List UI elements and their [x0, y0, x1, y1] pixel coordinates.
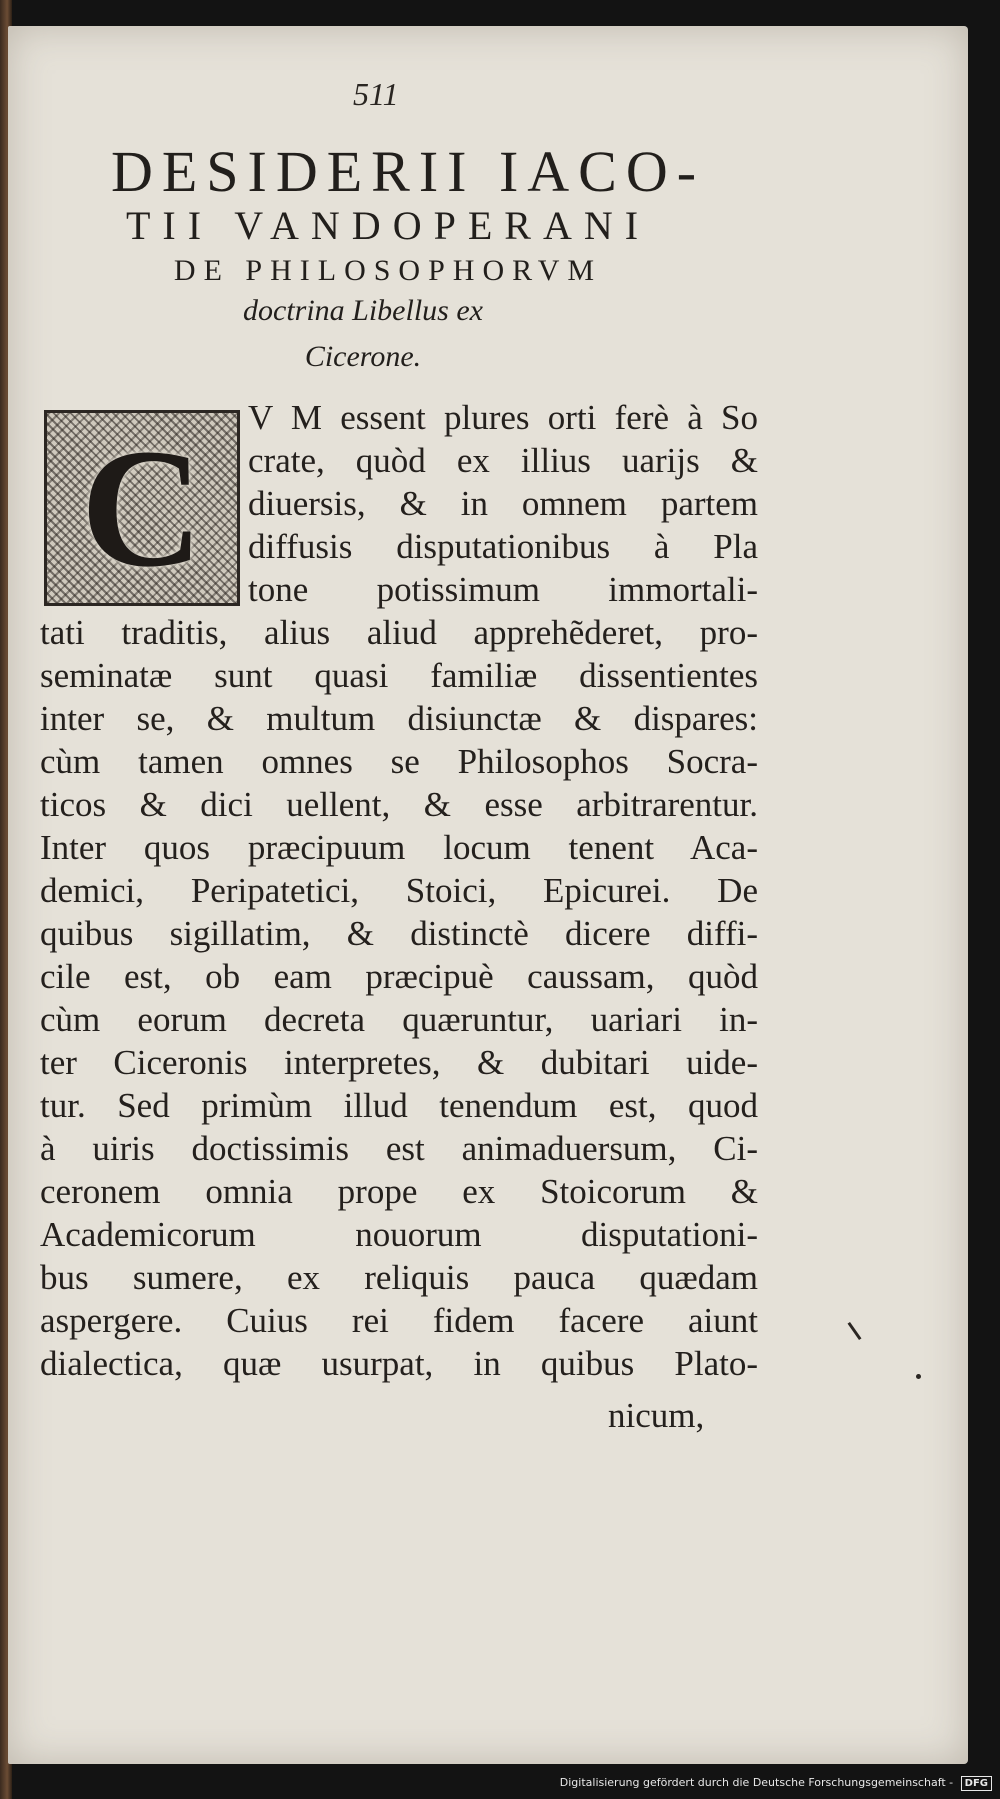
text-line: V M essent plures orti ferè à So — [248, 398, 758, 437]
text-line: diuersis, & in omnem partem — [248, 484, 758, 523]
initial-letter: C — [80, 414, 204, 602]
title-line-4: doctrina Libellus ex — [243, 294, 483, 327]
text-line: tati traditis, alius aliud apprehẽderet, pro- — [40, 613, 758, 652]
text-line: seminatæ sunt quasi familiæ dissentientes — [40, 656, 758, 695]
text-line: cùm tamen omnes se Philosophos Socra- — [40, 742, 758, 781]
text-line: cùm eorum decreta quæruntur, uariari in- — [40, 1000, 758, 1039]
text-line: bus sumere, ex reliquis pauca quædam — [40, 1258, 758, 1297]
margin-stroke-mark — [848, 1322, 862, 1340]
text-line: tur. Sed primùm illud tenendum est, quod — [40, 1086, 758, 1125]
title-line-5: Cicerone. — [304, 340, 422, 373]
text-line: demici, Peripatetici, Stoici, Epicurei. De — [40, 871, 758, 910]
page-number: 511 — [353, 76, 399, 112]
credit-text: Digitalisierung gefördert durch die Deutsche Forschungsgemeinschaft - — [559, 1776, 954, 1789]
text-line: inter se, & multum disiunctæ & dispares: — [40, 699, 758, 738]
catchword: nicum, — [608, 1396, 705, 1435]
title-line-2: TII VANDOPERANI — [125, 203, 651, 248]
text-line: Inter quos præcipuum locum tenent Aca- — [40, 828, 758, 867]
book-page — [8, 26, 968, 1764]
text-line: ceronem omnia prope ex Stoicorum & — [40, 1172, 758, 1211]
text-line: cile est, ob eam præcipuè caussam, quòd — [40, 957, 758, 996]
text-line: ticos & dici uellent, & esse arbitrarentur. — [40, 785, 758, 824]
text-line: tone potissimum immortali- — [248, 570, 758, 609]
text-line: Academicorum nouorum disputationi- — [40, 1215, 758, 1254]
title-line-1: DESIDERII IACO- — [110, 139, 706, 204]
text-line: à uiris doctissimis est animaduersum, Ci- — [40, 1129, 758, 1168]
text-line: crate, quòd ex illius uarijs & — [248, 441, 758, 480]
text-line: aspergere. Cuius rei fidem facere aiunt — [40, 1301, 758, 1340]
text-line: dialectica, quæ usurpat, in quibus Plato- — [40, 1344, 758, 1383]
title-line-3: DE PHILOSOPHORVM — [173, 254, 603, 287]
text-line: ter Ciceronis interpretes, & dubitari uide- — [40, 1043, 758, 1082]
digitization-credit — [560, 1776, 992, 1791]
dfg-logo: DFG — [961, 1776, 992, 1791]
decorated-initial — [44, 410, 240, 606]
text-line: diffusis disputationibus à Pla — [248, 527, 758, 566]
text-line: quibus sigillatim, & distinctè dicere diffi- — [40, 914, 758, 953]
margin-dot-mark — [916, 1374, 921, 1379]
